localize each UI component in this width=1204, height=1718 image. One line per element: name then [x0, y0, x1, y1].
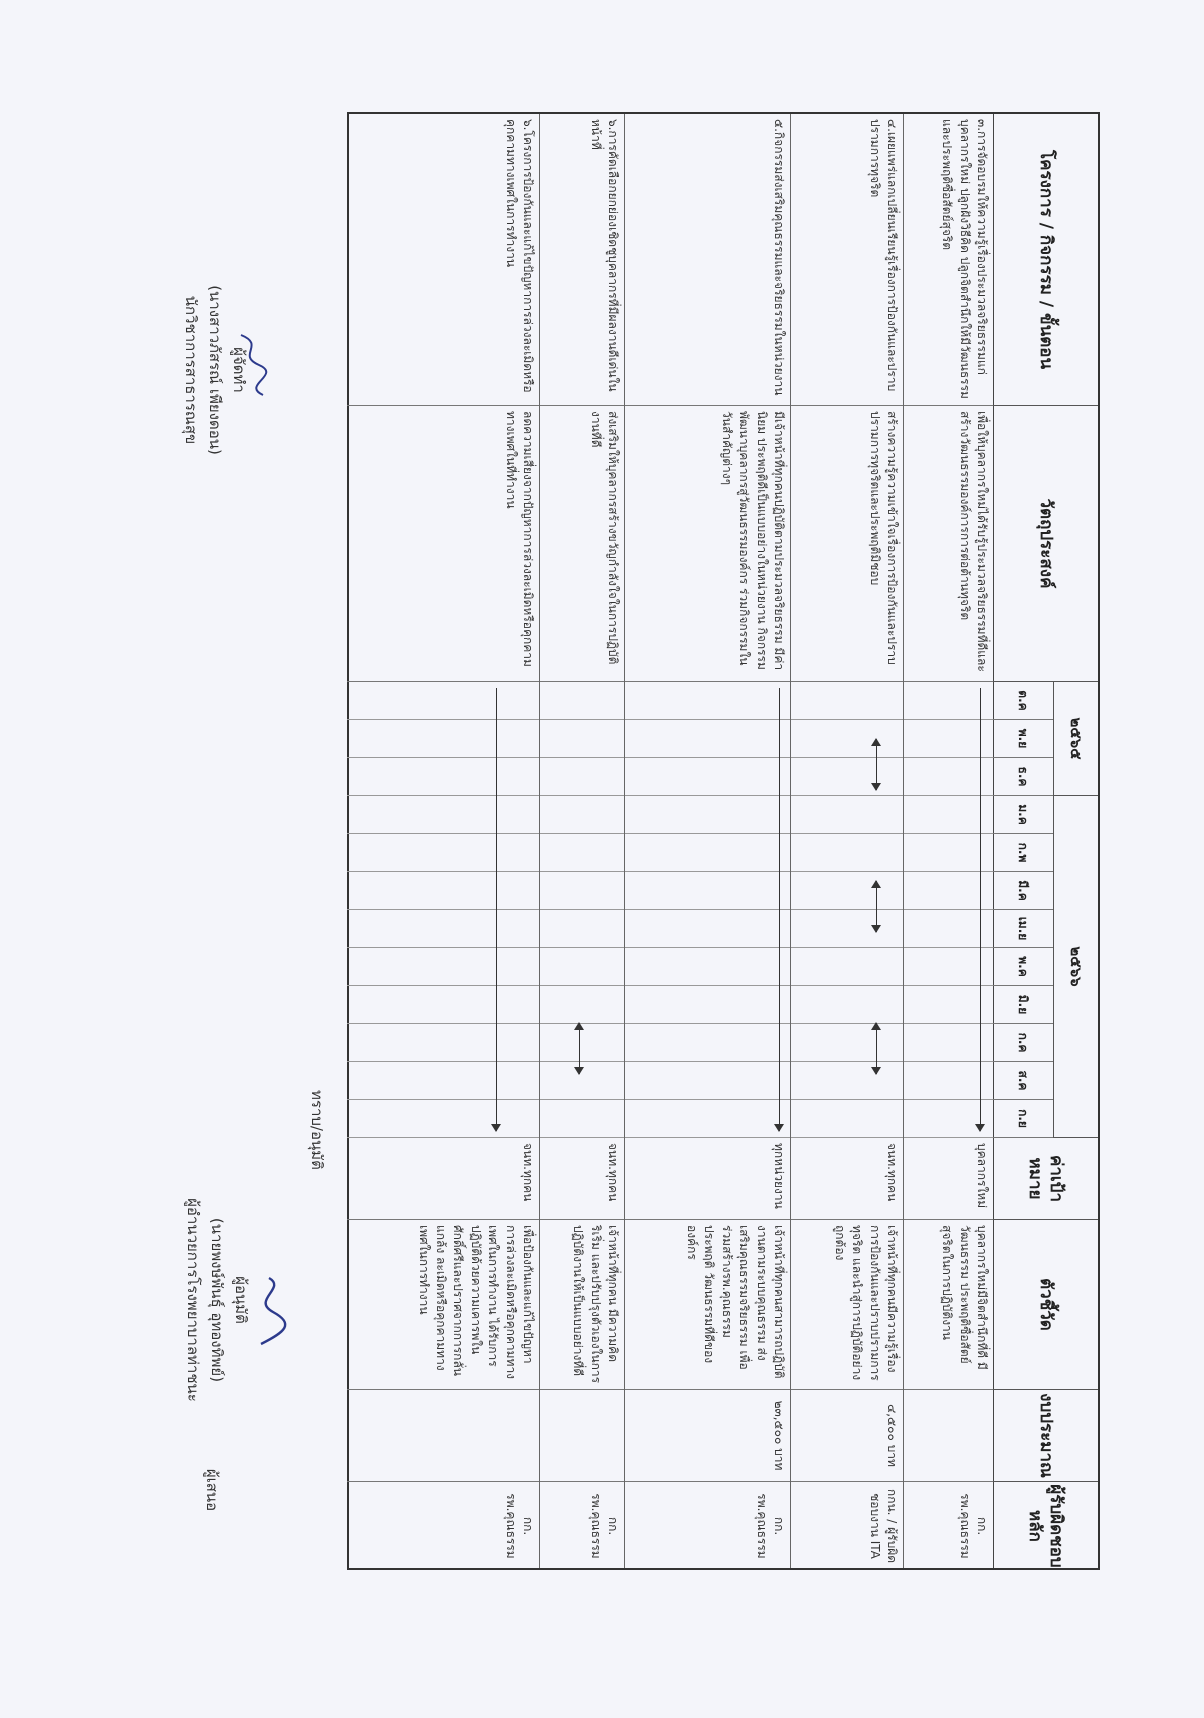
month-header: มิ.ย — [993, 986, 1053, 1024]
month-cell — [625, 872, 790, 910]
header-year-2566: ๒๕๖๖ — [1053, 796, 1098, 1138]
month-cell — [791, 758, 903, 796]
signature-scribble — [231, 330, 271, 400]
approver-name: (นายพงษ์พันธุ์ อุทองทิพย์) — [208, 1217, 226, 1383]
preparer-title: นักวิชาการสาธารณสุข — [182, 295, 200, 445]
header-project: โครงการ / กิจกรรม / ขั้นตอน — [993, 114, 1098, 406]
month-cell — [347, 986, 539, 1024]
timeline-arrow — [876, 1023, 877, 1074]
month-cell — [791, 834, 903, 872]
approver-prefix: ทราบ/อนุมัติ — [308, 1090, 326, 1170]
month-cell — [540, 834, 624, 872]
cell-objective: สร้างความรู้ความเข้าใจเรื่องการป้องกันและปราบปรามการทุจริตและประพฤติมิชอบ — [791, 406, 903, 682]
signature-block-preparer — [179, 190, 329, 550]
timeline-arrow — [876, 881, 877, 932]
month-cell — [540, 758, 624, 796]
cell-indicator: บุคลากรใหม่มีจิตสำนึกที่ดี มีวัฒนธรรม ประพฤติซื่อสัตย์สุจริตในการปฏิบัติงาน — [904, 1220, 993, 1390]
month-cell — [540, 720, 624, 758]
cell-budget — [540, 1390, 624, 1482]
month-cell — [791, 948, 903, 986]
cell-owner: กก. รพ.คุณธรรม — [957, 1493, 989, 1559]
header-objective: วัตถุประสงค์ — [993, 406, 1098, 682]
cell-project: ๖.โครงการป้องกันและแก้ไขปัญหาการล่วงละเมิดหรือคุกคามทางเพศในการทำงาน — [347, 114, 539, 406]
month-cell — [347, 1062, 539, 1100]
month-cell — [791, 796, 903, 834]
cell-owner: กก. รพ.คุณธรรม — [503, 1493, 535, 1559]
month-cell — [540, 910, 624, 948]
month-cell — [625, 948, 790, 986]
month-cell — [791, 720, 903, 758]
cell-objective: เพื่อให้บุคลากรใหม่ได้รับรู้ประมวลจริยธรรมที่ดีและสร้างวัฒนธรรมองค์การการต่อต้านทุจริต — [904, 406, 993, 682]
header-indicator: ตัวชี้วัด — [993, 1220, 1098, 1390]
month-cell — [625, 796, 790, 834]
month-cell — [625, 1100, 790, 1138]
month-cell — [625, 910, 790, 948]
month-header: ม.ค — [993, 796, 1053, 834]
cell-indicator: เพื่อป้องกันและแก้ไขปัญหาการล่วงละเมิดหรือคุกคามทางเพศในการทำงาน ได้รับการปฏิบัติด้วยความเคารพในศักดิ์ศรีและปราศจากการกลั่นแกล้ง ละเมิดหรือคุกคามทางเพศในการทำงาน — [347, 1220, 539, 1390]
month-header: ธ.ค — [993, 758, 1053, 796]
proposer-label — [200, 1430, 224, 1550]
month-header: เม.ย — [993, 910, 1053, 948]
cell-budget — [904, 1390, 993, 1482]
month-header: พ.ย — [993, 720, 1053, 758]
month-cell — [791, 910, 903, 948]
month-cell — [347, 1100, 539, 1138]
cell-budget — [347, 1390, 539, 1482]
cell-objective: ลดความเสี่ยงจากปัญหาการล่วงละเมิดหรือคุกคามทางเพศในที่ทำงาน — [347, 406, 539, 682]
proposer-text: ผู้เสนอ — [203, 1468, 221, 1512]
header-target: ค่าเป้าหมาย — [993, 1138, 1098, 1220]
month-cell — [347, 910, 539, 948]
timeline-arrow — [779, 688, 780, 1131]
month-cell — [347, 682, 539, 720]
cell-owner: กก. รพ.คุณธรรม — [588, 1493, 620, 1559]
month-cell — [347, 758, 539, 796]
signature-scribble — [249, 1270, 289, 1350]
cell-owner: กก. รพ.คุณธรรม — [754, 1493, 786, 1559]
cell-budget: ๔,๕๐๐ บาท — [791, 1390, 903, 1482]
month-cell — [791, 1024, 903, 1062]
month-cell — [625, 758, 790, 796]
month-cell — [540, 682, 624, 720]
month-cell — [347, 796, 539, 834]
cell-objective: ส่งเสริมให้บุคลากรสร้างขวัญกำลังใจในการปฏิบัติงานที่ดี — [540, 406, 624, 682]
header-owner: ผู้รับผิดชอบหลัก — [1025, 1484, 1066, 1568]
cell-objective: มีเจ้าหน้าที่ทุกคนปฏิบัติตามประมวลจริยธรรม มีค่านิยม ประพฤติดีเป็นแบบอย่างในหน่วยงาน กิจกรรมพัฒนาบุคลากรสู่วัฒนธรรมองค์กร ร่วมกิจกรรมในวันสำคัญต่างๆ — [625, 406, 790, 682]
month-cell — [625, 1024, 790, 1062]
header-year-2565: ๒๕๖๕ — [1053, 682, 1098, 796]
month-cell — [791, 1062, 903, 1100]
month-header: ก.ค — [993, 1024, 1053, 1062]
cell-project: ๓.การจัดอบรมให้ความรู้เรื่องประมวลจริยธรรมแก่บุคลากรใหม่ ปลูกฝังวิธีคิด ปลูกจิตสำนึกให้มีวัฒนธรรมและประพฤติซื่อสัตย์สุจริต — [904, 114, 993, 406]
month-cell — [540, 1100, 624, 1138]
month-cell — [347, 834, 539, 872]
cell-indicator: เจ้าหน้าที่ทุกคนมีความรู้เรื่องการป้องกันและปราบปรามการทุจริต และนำสู่การปฏิบัติอย่างถูกต้อง — [791, 1220, 903, 1390]
cell-project: ๔.เผยแพร่แลกเปลี่ยนเรียนรู้เรื่องการป้องกันและปราบปรามการทุจริต — [791, 114, 903, 406]
month-cell — [791, 682, 903, 720]
table-row — [624, 114, 790, 1568]
month-cell — [540, 872, 624, 910]
month-cell — [625, 720, 790, 758]
timeline-arrow — [876, 739, 877, 790]
timeline-arrow — [579, 1023, 580, 1074]
month-header: ก.ย — [993, 1100, 1053, 1138]
table-header — [993, 114, 1098, 1568]
cell-project: ๕.กิจกรรมส่งเสริมคุณธรรมและจริยธรรมในหน่วยงาน — [625, 114, 790, 406]
month-cell — [347, 948, 539, 986]
month-cell — [347, 1024, 539, 1062]
cell-budget: ๒๓,๕๐๐ บาท — [625, 1390, 790, 1482]
preparer-role: ผู้จัดทำ — [230, 347, 248, 393]
cell-target: ทุกหน่วยงาน — [625, 1138, 790, 1220]
table-row — [790, 114, 903, 1568]
timeline-arrow — [496, 688, 497, 1131]
month-cell — [540, 796, 624, 834]
table-row — [539, 114, 624, 1568]
plan-table — [347, 112, 1100, 1570]
month-cell — [791, 986, 903, 1024]
month-header: ก.พ — [993, 834, 1053, 872]
month-header: พ.ค — [993, 948, 1053, 986]
month-header: มี.ค — [993, 872, 1053, 910]
month-cell — [791, 1100, 903, 1138]
approver-title: ผู้อำนวยการโรงพยาบาลท่าชนะ — [184, 1198, 202, 1402]
cell-owner: กกน. / ผู้รับผิดชอบงาน ITA — [867, 1488, 899, 1564]
month-cell — [347, 720, 539, 758]
table-row — [903, 114, 993, 1568]
cell-indicator: เจ้าหน้าที่ทุกคน มีความคิด ริเริ่ม และปรับปรุงตัวเองในการปฏิบัติงานให้เป็นแบบอย่างที่ดี — [540, 1220, 624, 1390]
month-cell — [540, 948, 624, 986]
month-cell — [540, 986, 624, 1024]
month-header: ส.ค — [993, 1062, 1053, 1100]
cell-target: บุคลากรใหม่ — [904, 1138, 993, 1220]
cell-indicator: เจ้าหน้าที่ทุกคนสามารถปฏิบัติงานตามระบบคุณธรรม ส่งเสริมคุณธรรมจริยธรรม เพื่อร่วมสร้างรพ.คุณธรรม ประพฤติ วัฒนธรรมที่ดีขององค์กร — [625, 1220, 790, 1390]
preparer-name: (นางสาวภัสรณ์ เพียงดอน) — [206, 285, 224, 455]
month-cell — [791, 872, 903, 910]
table-row — [347, 114, 539, 1568]
month-cell — [625, 1062, 790, 1100]
cell-project: ๖.การคัดเลือกยกย่องเชิดชูบุคลากรที่มีผลงานดีเด่นในหน้าที่ — [540, 114, 624, 406]
cell-target: จนท.ทุกคน — [347, 1138, 539, 1220]
timeline-arrow — [980, 688, 981, 1131]
month-cell — [625, 834, 790, 872]
month-cell — [625, 986, 790, 1024]
cell-target: จนท.ทุกคน — [791, 1138, 903, 1220]
month-cell — [625, 682, 790, 720]
cell-target: จนท.ทุกคน — [540, 1138, 624, 1220]
month-cell — [347, 872, 539, 910]
month-header: ต.ค — [993, 682, 1053, 720]
approver-role: ผู้อนุมัติ — [232, 1276, 250, 1324]
header-budget: งบประมาณ — [993, 1390, 1098, 1482]
